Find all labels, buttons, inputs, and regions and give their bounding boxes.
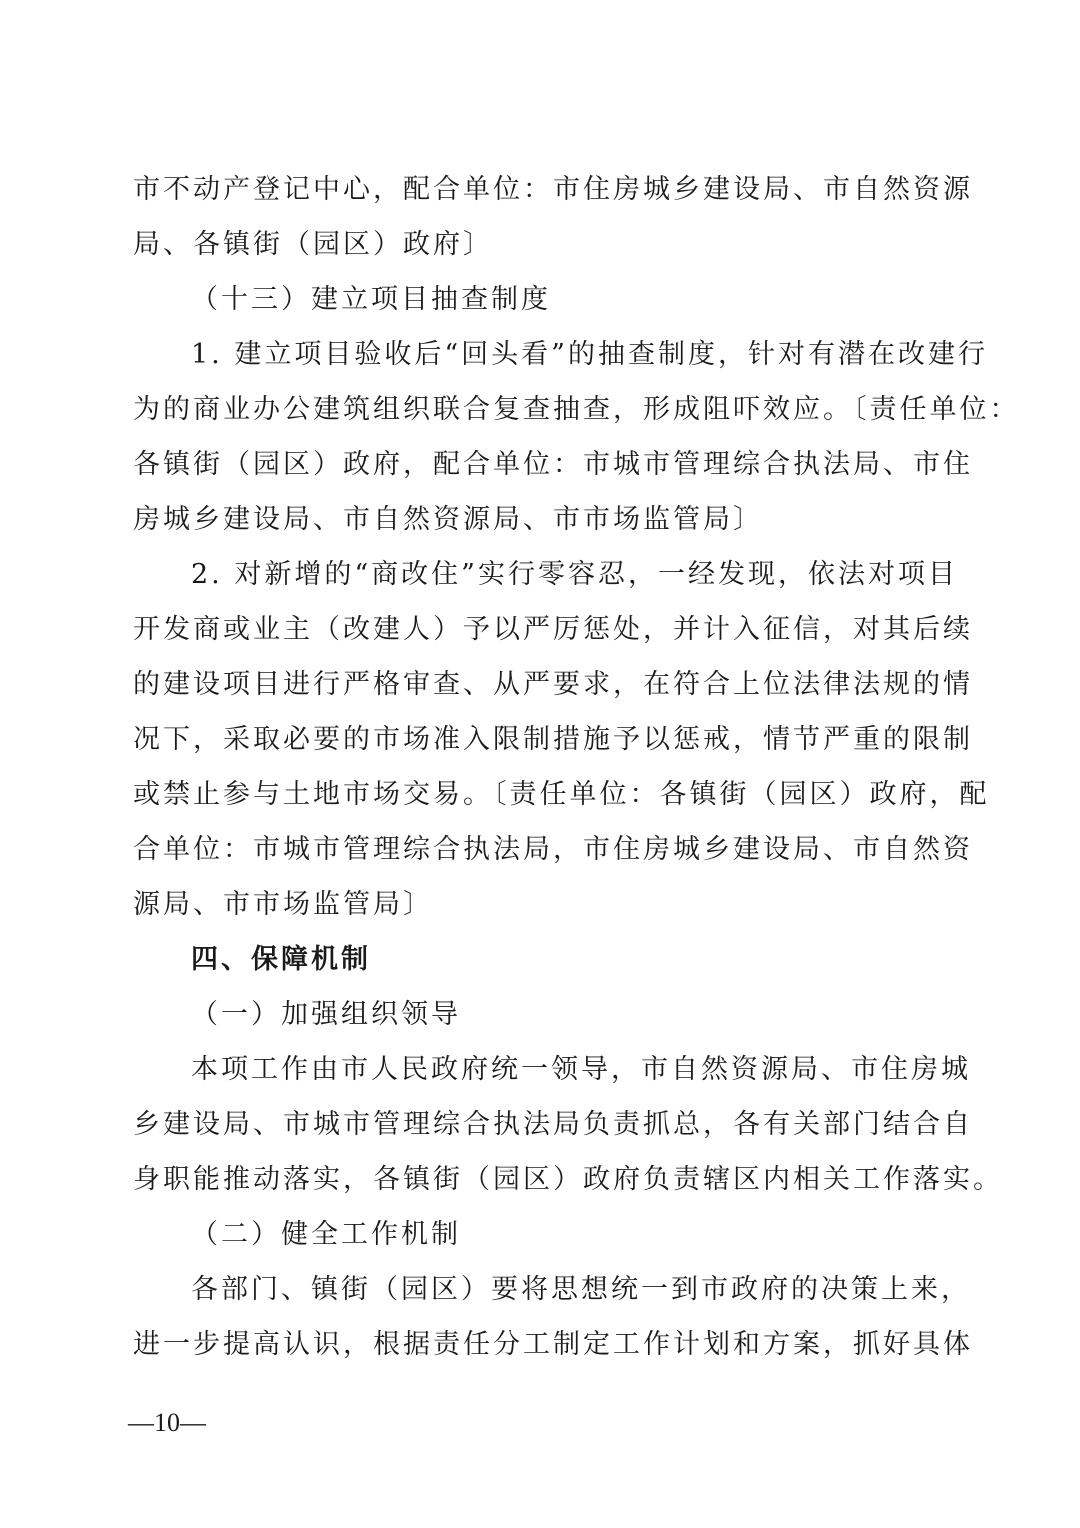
text-line: 各部门、镇街（园区）要将思想统一到市政府的决策上来， <box>191 1274 971 1305</box>
text-line: 开发商或业主（改建人）予以严厉惩处，并计入征信，对其后续 <box>133 614 973 645</box>
text-line: 身职能推动落实，各镇街（园区）政府负责辖区内相关工作落实。 <box>133 1164 1003 1195</box>
page-number: —10— <box>128 1408 206 1437</box>
text-line: 进一步提高认识，根据责任分工制定工作计划和方案，抓好具体 <box>133 1329 973 1360</box>
text-line: 房城乡建设局、市自然资源局、市市场监管局〕 <box>133 504 763 535</box>
text-line: 为的商业办公建筑组织联合复查抽查，形成阻吓效应。〔责任单位： <box>133 394 1020 425</box>
text-line: 2. 对新增的“商改住”实行零容忍，一经发现，依法对项目 <box>191 559 958 590</box>
section-heading-2: （二）健全工作机制 <box>191 1219 461 1250</box>
text-line: 的建设项目进行严格审查、从严要求，在符合上位法律法规的情 <box>133 669 973 700</box>
text-line: 况下，采取必要的市场准入限制措施予以惩戒，情节严重的限制 <box>133 724 973 755</box>
section-heading-1: （一）加强组织领导 <box>191 999 461 1030</box>
text-line: 市不动产登记中心，配合单位：市住房城乡建设局、市自然资源 <box>133 174 973 205</box>
document-body <box>133 162 1020 1372</box>
section-heading-13: （十三）建立项目抽查制度 <box>191 284 551 315</box>
text-line: 源局、市市场监管局〕 <box>133 889 433 920</box>
text-line: 局、各镇街（园区）政府〕 <box>133 229 493 260</box>
text-line: 1. 建立项目验收后“回头看”的抽查制度，针对有潜在改建行 <box>191 339 988 370</box>
text-line: 或禁止参与土地市场交易。〔责任单位：各镇街（园区）政府，配 <box>133 779 990 810</box>
text-line: 各镇街（园区）政府，配合单位：市城市管理综合执法局、市住 <box>133 449 973 480</box>
text-line: 乡建设局、市城市管理综合执法局负责抓总，各有关部门结合自 <box>133 1109 973 1140</box>
chapter-heading: 四、保障机制 <box>191 944 371 975</box>
text-line: 本项工作由市人民政府统一领导，市自然资源局、市住房城 <box>191 1054 971 1085</box>
text-line: 合单位：市城市管理综合执法局，市住房城乡建设局、市自然资 <box>133 834 973 865</box>
